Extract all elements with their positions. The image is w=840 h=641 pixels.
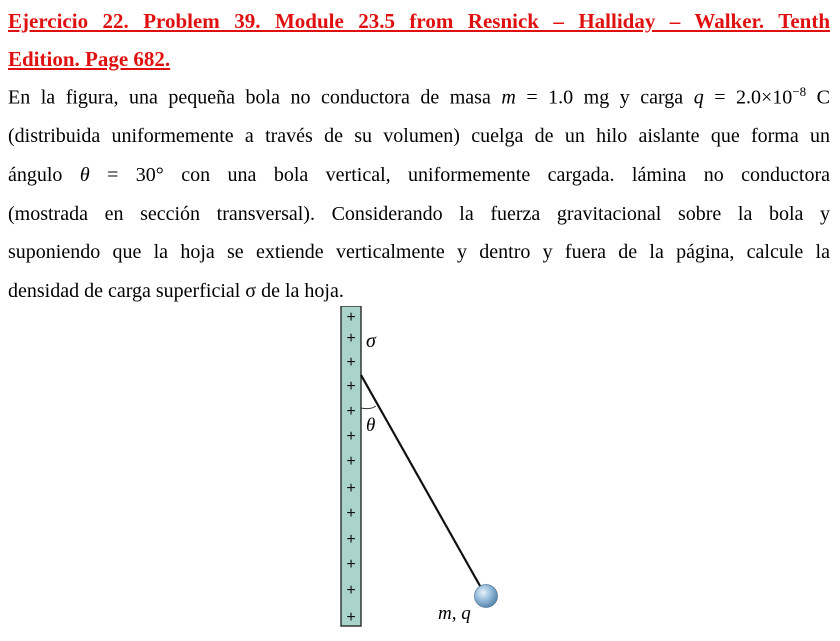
plus-sign: +	[346, 531, 356, 549]
pendulum-figure	[330, 306, 530, 636]
plus-sign: +	[346, 453, 356, 471]
statement-line-4: (mostrada en sección transversal). Considerando la fuerza gravitacional sobre la bola y	[8, 202, 830, 225]
theta-symbol: θ	[79, 164, 90, 187]
plus-sign: +	[346, 428, 356, 446]
exponent: −8	[792, 84, 807, 99]
plus-sign: +	[346, 480, 356, 498]
problem-title	[8, 2, 830, 78]
angle-arc	[361, 406, 376, 409]
charged-ball	[475, 585, 498, 608]
plus-sign: +	[346, 582, 356, 600]
problem-statement	[8, 73, 830, 311]
statement-line-3: ángulo θ = 30° con una bola vertical, uniformemente cargada. lámina no conductora	[8, 164, 830, 187]
statement-line-2: (distribuida uniformemente a través de su volumen) cuelga de un hilo aislante que forma un	[8, 125, 830, 148]
title-line-1: Ejercicio 22. Problem 39. Module 23.5 from Resnick – Halliday – Walker. Tenth	[8, 9, 830, 33]
sigma-label: σ	[366, 330, 376, 352]
title-line-2: Edition. Page 682.	[8, 47, 171, 71]
plus-sign: +	[346, 505, 356, 523]
charge-symbol: q	[693, 86, 704, 109]
statement-line-1: En la figura, una pequeña bola no conductora de masa m = 1.0 mg y carga $q = 2.0\times 10^{-8}$ C	[8, 84, 831, 109]
insulating-thread	[361, 375, 484, 593]
mass-symbol: m	[501, 86, 516, 109]
ball-label: m, q	[438, 603, 471, 624]
plus-sign: +	[346, 556, 356, 574]
theta-label: θ	[366, 415, 376, 436]
statement-line-6: densidad de carga superficial σ de la hoja.	[8, 280, 344, 303]
plus-sign: +	[346, 378, 356, 396]
plus-sign: +	[346, 330, 356, 348]
plus-sign: +	[346, 609, 356, 627]
plus-sign: +	[346, 354, 356, 372]
statement-line-5: suponiendo que la hoja se extiende verticalmente y dentro y fuera de la página, calcule la	[8, 241, 830, 264]
pendulum-diagram	[330, 306, 530, 636]
plus-sign: +	[346, 309, 356, 327]
plus-sign: +	[346, 403, 356, 421]
